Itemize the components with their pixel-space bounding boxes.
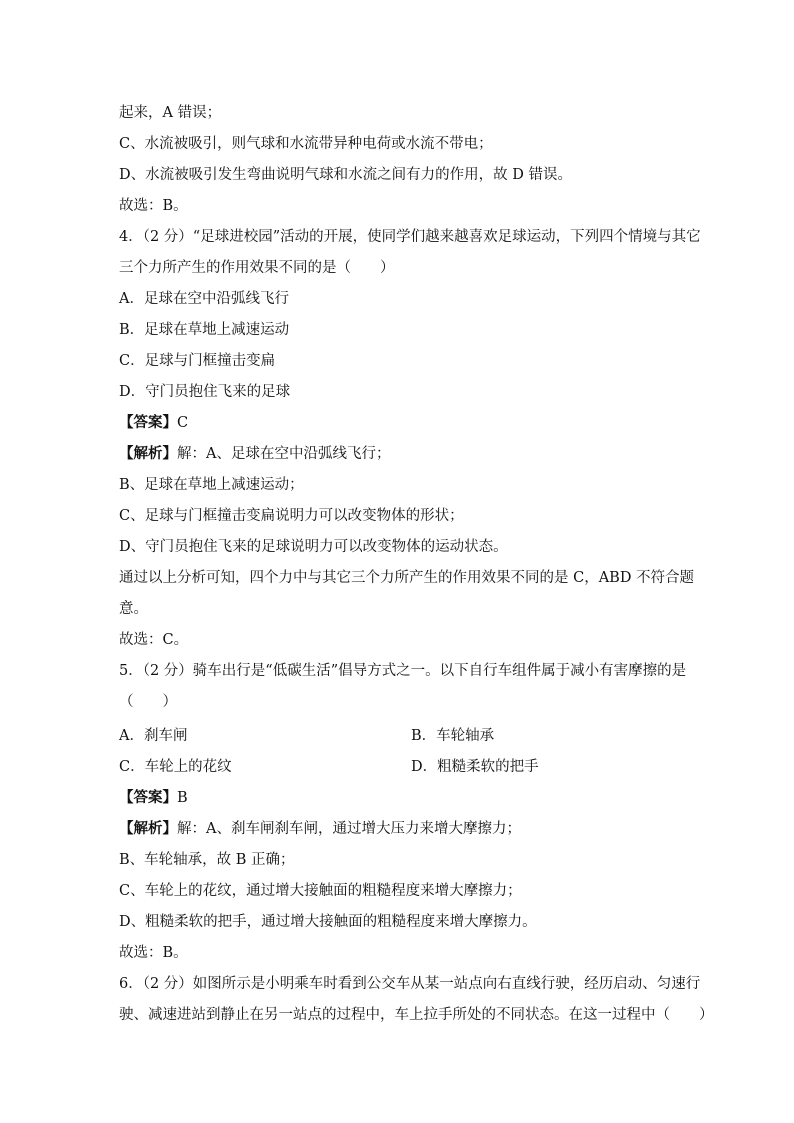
q5-choose: 故选：B。	[119, 945, 188, 961]
q5-answer	[119, 788, 188, 808]
q5-analysis-line-4: D、粗糙柔软的把手，通过增大接触面的粗糙程度来增大摩擦力。	[119, 914, 537, 930]
q4-answer	[119, 413, 188, 433]
q5-analysis-line-2: B、车轮轴承，故 B 正确；	[119, 852, 295, 868]
q4-analysis-line-1	[119, 444, 390, 464]
q4-analysis-line-3: C、足球与门框撞击变扁说明力可以改变物体的形状；	[119, 508, 464, 524]
q5-stem-line-2: （ ）	[119, 694, 177, 710]
q6-stem-line-1: 6．（2 分）如图所示是小明乘车时看到公交车从某一站点向右直线行驶，经历启动、匀速行	[119, 976, 701, 992]
q5-stem-line-1: 5．（2 分）骑车出行是“低碳生活”倡导方式之一。以下自行车组件属于减小有害摩擦的是	[119, 663, 687, 679]
q5-answer-value: B	[177, 790, 188, 806]
q4-option-c: C．足球与门框撞击变扁	[119, 353, 276, 369]
q5-option-c: C．车轮上的花纹	[119, 759, 232, 775]
q5-analysis-line-3: C、车轮上的花纹，通过增大接触面的粗糙程度来增大摩擦力；	[119, 883, 522, 899]
q5-answer-label: 【答案】	[119, 789, 177, 806]
prev-analysis-line-d: D、水流被吸引发生弯曲说明气球和水流之间有力的作用，故 D 错误。	[119, 167, 572, 183]
q5-option-a: A．刹车闸	[119, 728, 188, 744]
q4-analysis-line-4: D、守门员抱住飞来的足球说明力可以改变物体的运动状态。	[119, 539, 508, 555]
prev-analysis-continuation: 起来，A 错误；	[119, 105, 222, 121]
prev-choose: 故选：B。	[119, 198, 188, 214]
q4-analysis-line-2: B、足球在草地上减速运动；	[119, 477, 304, 493]
q4-answer-value: C	[177, 415, 189, 431]
q6-stem-line-2: 驶、减速进站到静止在另一站点的过程中，车上拉手所处的不同状态。在这一过程中（ ）	[119, 1007, 714, 1023]
q4-analysis-line-6: 意。	[119, 601, 148, 617]
q4-analysis-text-1: 解：A、足球在空中沿弧线飞行；	[177, 446, 391, 462]
q4-analysis-line-5: 通过以上分析可知，四个力中与其它三个力所产生的作用效果不同的是 C，ABD 不符合题	[119, 570, 695, 586]
prev-analysis-line-c: C、水流被吸引，则气球和水流带异种电荷或水流不带电；	[119, 136, 493, 152]
q5-analysis-label: 【解析】	[119, 820, 177, 837]
q5-analysis-line-1	[119, 819, 521, 839]
q4-answer-label: 【答案】	[119, 414, 177, 431]
q4-option-d: D．守门员抱住飞来的足球	[119, 384, 291, 400]
q4-option-a: A．足球在空中沿弧线飞行	[119, 291, 289, 307]
q4-option-b: B．足球在草地上减速运动	[119, 322, 290, 338]
q5-analysis-text-1: 解：A、刹车闸刹车闸，通过增大压力来增大摩擦力；	[177, 821, 521, 837]
q4-analysis-label: 【解析】	[119, 445, 177, 462]
q4-choose: 故选：C。	[119, 632, 189, 648]
q4-stem-line-1: 4．（2 分）“足球进校园”活动的开展，使同学们越来越喜欢足球运动，下列四个情境与其它	[119, 229, 701, 245]
q5-option-d: D．粗糙柔软的把手	[411, 759, 539, 775]
q4-stem-line-2: 三个力所产生的作用效果不同的是（ ）	[119, 260, 395, 276]
q5-option-b: B．车轮轴承	[411, 728, 495, 744]
